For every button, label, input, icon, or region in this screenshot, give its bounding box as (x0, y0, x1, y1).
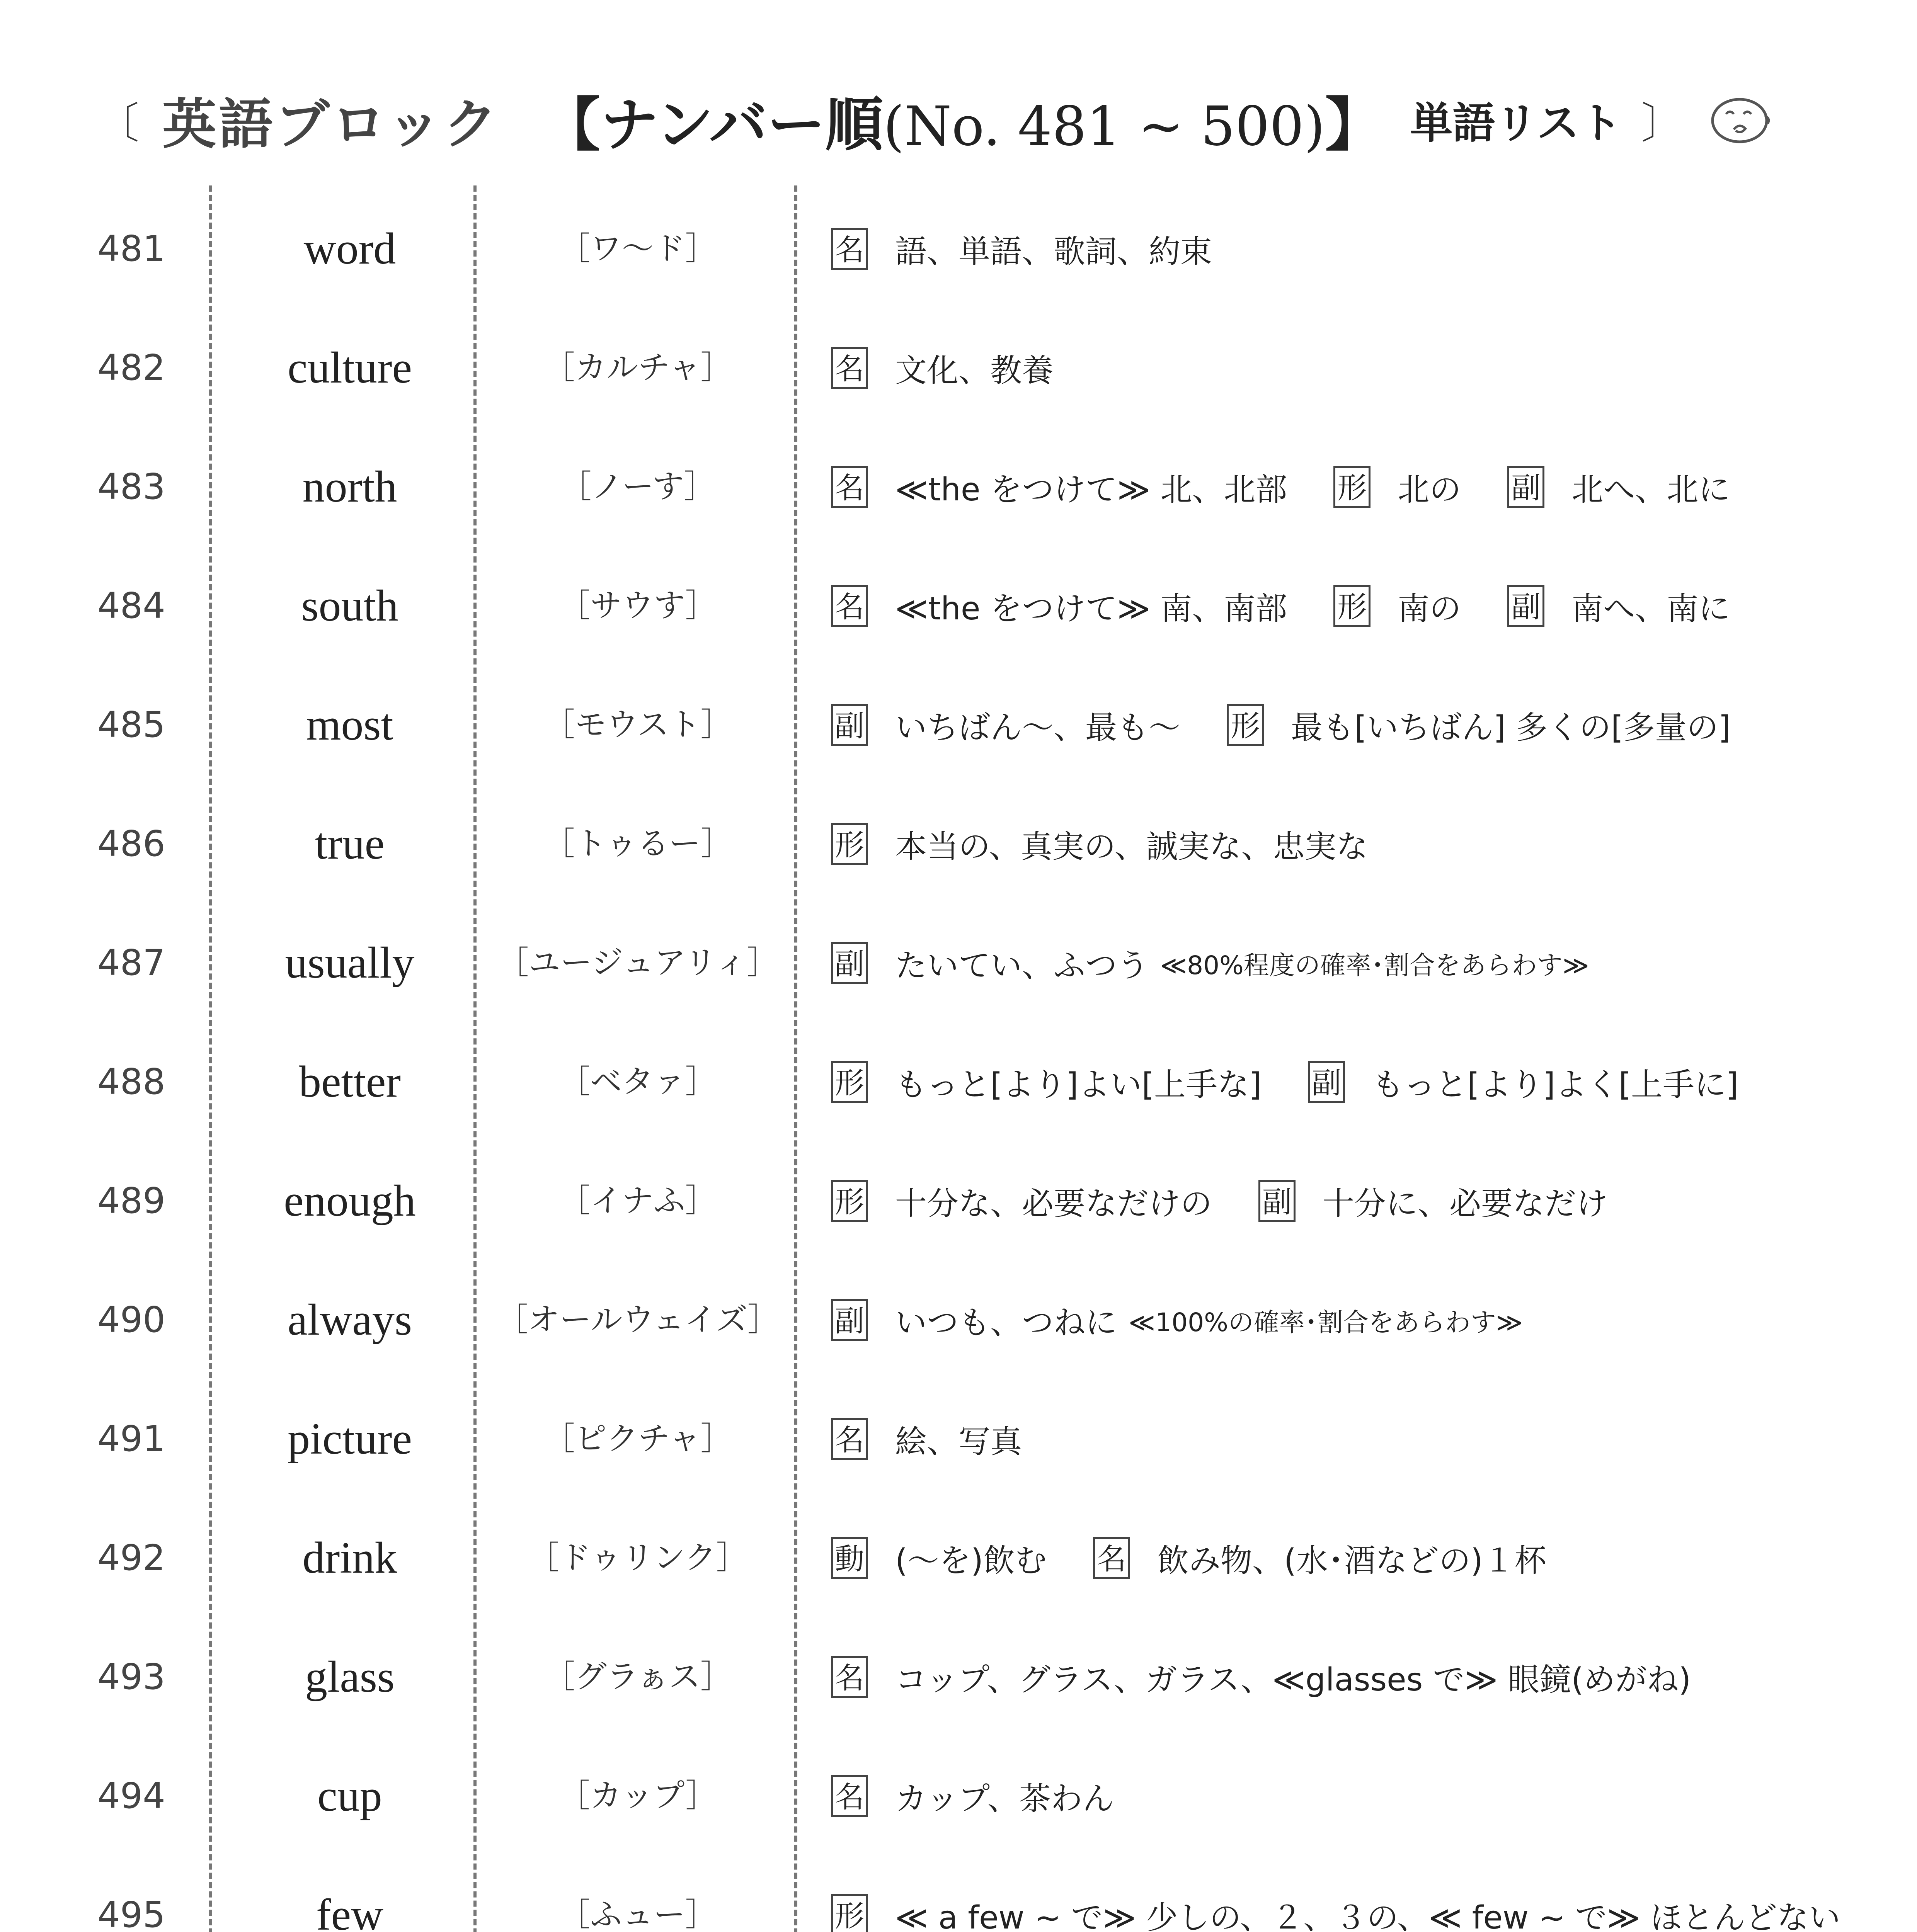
part-of-speech-badge: 副 (831, 1299, 868, 1341)
part-of-speech-badge: 形 (1227, 704, 1264, 746)
word-number: 482 (97, 347, 165, 388)
part-of-speech-badge: 名 (831, 347, 868, 389)
part-of-speech-badge: 名 (831, 1418, 868, 1460)
pronunciation: ［イナふ］ (558, 1182, 717, 1219)
word-row (0, 1379, 1917, 1498)
word-row (0, 665, 1917, 784)
part-of-speech-badge: 動 (831, 1537, 868, 1579)
word-number: 494 (97, 1775, 165, 1816)
word-row (0, 189, 1917, 308)
definition-text: 語、単語、歌詞、約束 (895, 233, 1212, 270)
part-of-speech-badge: 副 (1507, 466, 1544, 508)
definitions (831, 1498, 1874, 1617)
word-row (0, 1498, 1917, 1617)
definition-text: 北の (1398, 471, 1461, 508)
pronunciation: ［モウスト］ (543, 706, 732, 743)
word-number: 485 (97, 704, 165, 745)
definitions (831, 784, 1874, 903)
english-word: always (287, 1295, 412, 1345)
definition-text: 十分な、必要なだけの (895, 1185, 1212, 1222)
word-row (0, 1141, 1917, 1260)
definition-text: 飲み物、(水･酒などの)１杯 (1157, 1542, 1546, 1579)
part-of-speech-badge: 名 (831, 466, 868, 508)
word-row (0, 784, 1917, 903)
definition-text: 絵、写真 (895, 1423, 1022, 1460)
definition-text: (～を)飲む (895, 1542, 1047, 1579)
pronunciation: ［トゥるー］ (543, 825, 732, 862)
definitions (831, 1617, 1874, 1736)
english-word: north (302, 462, 397, 512)
word-number: 488 (97, 1061, 165, 1102)
definition-text: カップ、茶わん (895, 1780, 1114, 1817)
english-word: enough (284, 1176, 416, 1226)
pronunciation: ［カップ］ (558, 1777, 717, 1814)
pronunciation: ［ユージュアリィ］ (497, 944, 779, 981)
part-of-speech-badge: 副 (831, 704, 868, 746)
page-header (97, 81, 1836, 158)
english-word: true (315, 819, 385, 869)
page-title (542, 78, 1383, 162)
word-row (0, 546, 1917, 665)
header-right-bracket: 〕 (1641, 99, 1684, 148)
definitions (831, 1022, 1874, 1141)
definition-note: ≪100%の確率･割合をあらわす≫ (1129, 1307, 1523, 1337)
word-row (0, 1260, 1917, 1379)
english-word: word (303, 224, 396, 274)
word-number: 492 (97, 1537, 165, 1578)
title-close: 】 (1325, 92, 1383, 159)
part-of-speech-badge: 名 (831, 585, 868, 627)
word-number: 486 (97, 823, 165, 864)
definitions (831, 546, 1874, 665)
word-number: 490 (97, 1299, 165, 1340)
word-number: 481 (97, 228, 165, 269)
page-subtitle: 単語リスト (1410, 99, 1622, 148)
english-word: glass (305, 1652, 395, 1702)
definitions (831, 665, 1874, 784)
word-row (0, 427, 1917, 546)
english-word: usually (285, 938, 415, 988)
definition-text: ≪the をつけて≫ 南、南部 (895, 590, 1287, 627)
title-main: 【ナンバー順 (542, 92, 884, 159)
pronunciation: ［オールウェイズ］ (496, 1301, 780, 1338)
definition-text: もっと[より]よく[上手に] (1372, 1066, 1738, 1103)
brand-logo-text: 英語ブロック (162, 93, 500, 156)
definition-text: 北へ、北に (1571, 471, 1730, 508)
definitions (831, 1260, 1874, 1379)
definition-text: もっと[より]よい[上手な] (895, 1066, 1262, 1103)
pronunciation: ［カルチャ］ (543, 349, 732, 386)
pronunciation: ［ピクチャ］ (543, 1420, 732, 1457)
definitions (831, 1141, 1874, 1260)
part-of-speech-badge: 形 (831, 823, 868, 865)
part-of-speech-badge: 副 (1507, 585, 1544, 627)
definitions (831, 189, 1874, 308)
part-of-speech-badge: 名 (1093, 1537, 1130, 1579)
word-number: 489 (97, 1180, 165, 1221)
part-of-speech-badge: 名 (831, 1656, 868, 1698)
title-range: (No. 481 ~ 500) (883, 95, 1325, 158)
part-of-speech-badge: 副 (831, 942, 868, 984)
pronunciation: ［ベタァ］ (558, 1063, 717, 1100)
pronunciation: ［ふュー］ (558, 1896, 717, 1932)
word-number: 483 (97, 466, 165, 507)
english-word: cup (317, 1771, 382, 1821)
definitions (831, 1855, 1874, 1932)
definition-text: いちばん～、最も～ (895, 709, 1181, 746)
word-row (0, 1617, 1917, 1736)
english-word: culture (287, 343, 412, 393)
word-row (0, 1736, 1917, 1855)
part-of-speech-badge: 副 (1258, 1180, 1296, 1222)
pronunciation: ［ノーす］ (560, 468, 716, 505)
part-of-speech-badge: 形 (831, 1180, 868, 1222)
definitions (831, 903, 1874, 1022)
pronunciation: ［グラぁス］ (543, 1658, 732, 1695)
english-word: better (298, 1057, 401, 1107)
english-word: few (316, 1890, 383, 1932)
english-word: picture (287, 1414, 412, 1464)
definition-text: たいてい、ふつう (895, 947, 1149, 984)
header-left-bracket: 〔 (97, 99, 139, 148)
definition-text: ≪the をつけて≫ 北、北部 (895, 471, 1287, 508)
word-number: 495 (97, 1894, 165, 1932)
definition-note: ≪80%程度の確率･割合をあらわす≫ (1160, 950, 1589, 980)
part-of-speech-badge: 形 (831, 1894, 868, 1932)
definition-text: コップ、グラス、ガラス、≪glasses で≫ 眼鏡(めがね) (895, 1661, 1691, 1698)
part-of-speech-badge: 名 (831, 228, 868, 270)
definition-text: 十分に、必要なだけ (1323, 1185, 1608, 1222)
definition-text: いつも、つねに (895, 1304, 1117, 1341)
definition-text: 本当の、真実の、誠実な、忠実な (895, 828, 1368, 865)
definitions (831, 427, 1874, 546)
english-word: drink (302, 1533, 397, 1583)
word-number: 491 (97, 1418, 165, 1459)
definition-text: 最も[いちばん] 多くの[多量の] (1291, 709, 1731, 746)
definition-text: 南へ、南に (1571, 590, 1730, 627)
part-of-speech-badge: 形 (831, 1061, 868, 1103)
english-word: most (306, 700, 393, 750)
smiley-face-icon (1707, 93, 1772, 147)
definitions (831, 1736, 1874, 1855)
word-number: 484 (97, 585, 165, 626)
word-row (0, 1855, 1917, 1932)
definition-text: 文化、教養 (895, 352, 1054, 389)
definitions (831, 308, 1874, 427)
part-of-speech-badge: 形 (1333, 466, 1371, 508)
pronunciation: ［サウす］ (558, 587, 717, 624)
word-row (0, 1022, 1917, 1141)
definition-text: 南の (1398, 590, 1461, 627)
word-row (0, 903, 1917, 1022)
english-word: south (301, 581, 398, 631)
word-number: 487 (97, 942, 165, 983)
definitions (831, 1379, 1874, 1498)
part-of-speech-badge: 名 (831, 1775, 868, 1817)
part-of-speech-badge: 形 (1333, 585, 1371, 627)
definition-text: ≪ a few ~ で≫ 少しの、２、３の、≪ few ~ で≫ ほとんどない (895, 1899, 1840, 1932)
pronunciation: ［ワ～ド］ (558, 230, 717, 267)
word-row (0, 308, 1917, 427)
word-number: 493 (97, 1656, 165, 1697)
pronunciation: ［ドゥリンク］ (527, 1539, 748, 1576)
part-of-speech-badge: 副 (1308, 1061, 1345, 1103)
